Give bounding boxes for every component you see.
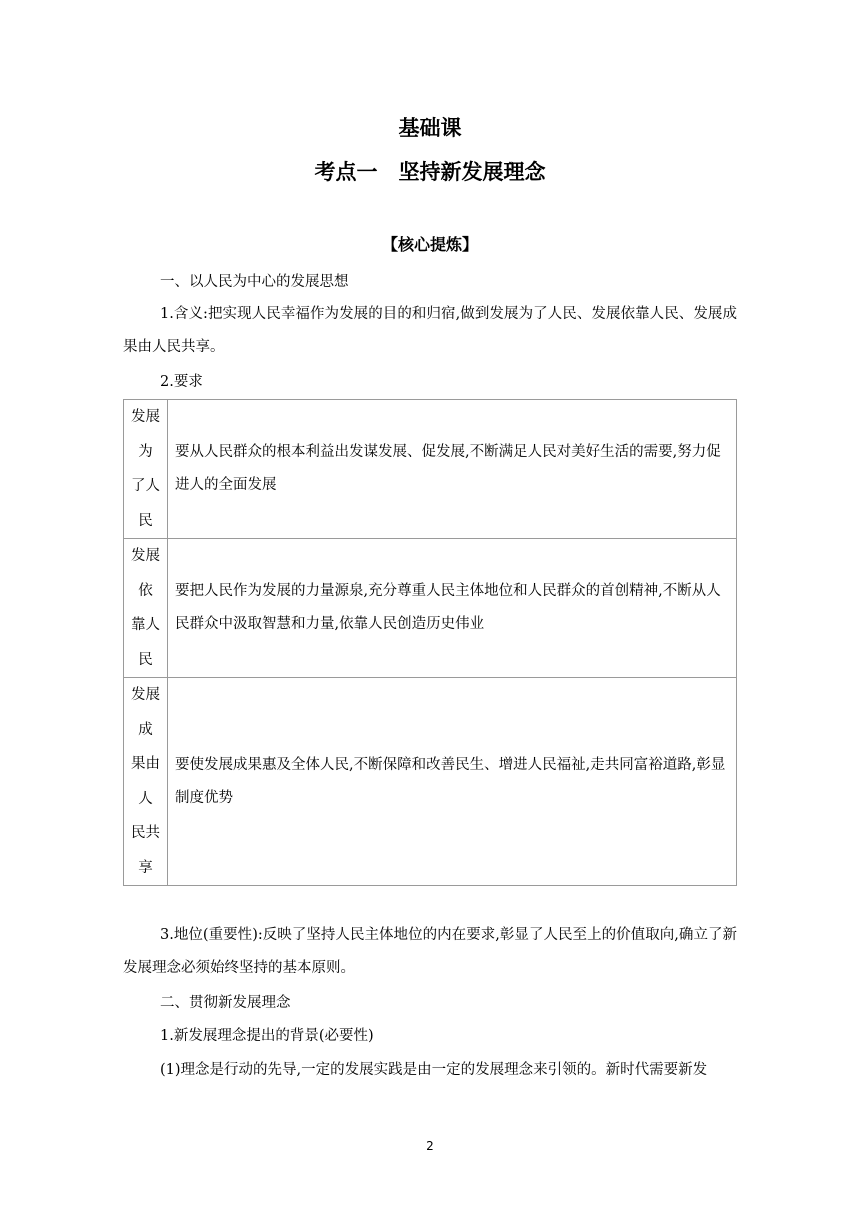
header-line: 民 xyxy=(138,512,153,529)
paragraph-philosophy-guides: (1)理念是行动的先导,一定的发展实践是由一定的发展理念来引领的。新时代需要新发 xyxy=(160,1062,708,1078)
header-line: 为 xyxy=(138,443,153,460)
header-line: 人 xyxy=(138,790,153,807)
table-row-header xyxy=(124,539,168,678)
page-number: 2 xyxy=(426,1139,434,1153)
table-row-header xyxy=(124,678,168,886)
header-line: 民 xyxy=(138,651,153,668)
paragraph-status: 3.地位(重要性):反映了坚持人民主体地位的内在要求,彰显了人民至上的价值取向,确立了新发展理念必须始终坚持的基本原则。 xyxy=(123,927,737,976)
paragraph-definition: 1.含义:把实现人民幸福作为发展的目的和归宿,做到发展为了人民、发展依靠人民、发展成果由人民共享。 xyxy=(123,306,737,355)
header-line: 发展 xyxy=(131,548,160,564)
document-subtitle: 考点一 坚持新发展理念 xyxy=(314,160,546,184)
header-line: 发展 xyxy=(131,687,160,703)
header-line: 果由 xyxy=(131,756,160,772)
document-title: 基础课 xyxy=(398,116,462,140)
header-line: 了人 xyxy=(131,478,160,494)
heading-background: 1.新发展理念提出的背景(必要性) xyxy=(160,1028,374,1044)
header-line: 享 xyxy=(138,859,153,876)
heading-people-centered: 一、以人民为中心的发展思想 xyxy=(160,274,349,290)
table-row-header xyxy=(124,400,168,539)
requirements-table xyxy=(123,399,737,886)
heading-new-philosophy: 二、贯彻新发展理念 xyxy=(160,995,291,1011)
table-row-content: 要使发展成果惠及全体人民,不断保障和改善民生、增进人民福祉,走共同富裕道路,彰显制度优势 xyxy=(168,678,737,886)
table-row xyxy=(124,678,737,886)
header-line: 发展 xyxy=(131,409,160,425)
header-line: 靠人 xyxy=(131,617,160,633)
table-row xyxy=(124,400,737,539)
table-row xyxy=(124,539,737,678)
table-row-content: 要把人民作为发展的力量源泉,充分尊重人民主体地位和人民群众的首创精神,不断从人民群众中汲取智慧和力量,依靠人民创造历史伟业 xyxy=(168,539,737,678)
table-row-content: 要从人民群众的根本利益出发谋发展、促发展,不断满足人民对美好生活的需要,努力促进人的全面发展 xyxy=(168,400,737,539)
section-heading: 【核心提炼】 xyxy=(381,235,478,254)
header-line: 依 xyxy=(138,582,153,599)
header-line: 民共 xyxy=(131,825,160,841)
header-line: 成 xyxy=(138,721,153,738)
heading-requirements: 2.要求 xyxy=(160,374,203,390)
